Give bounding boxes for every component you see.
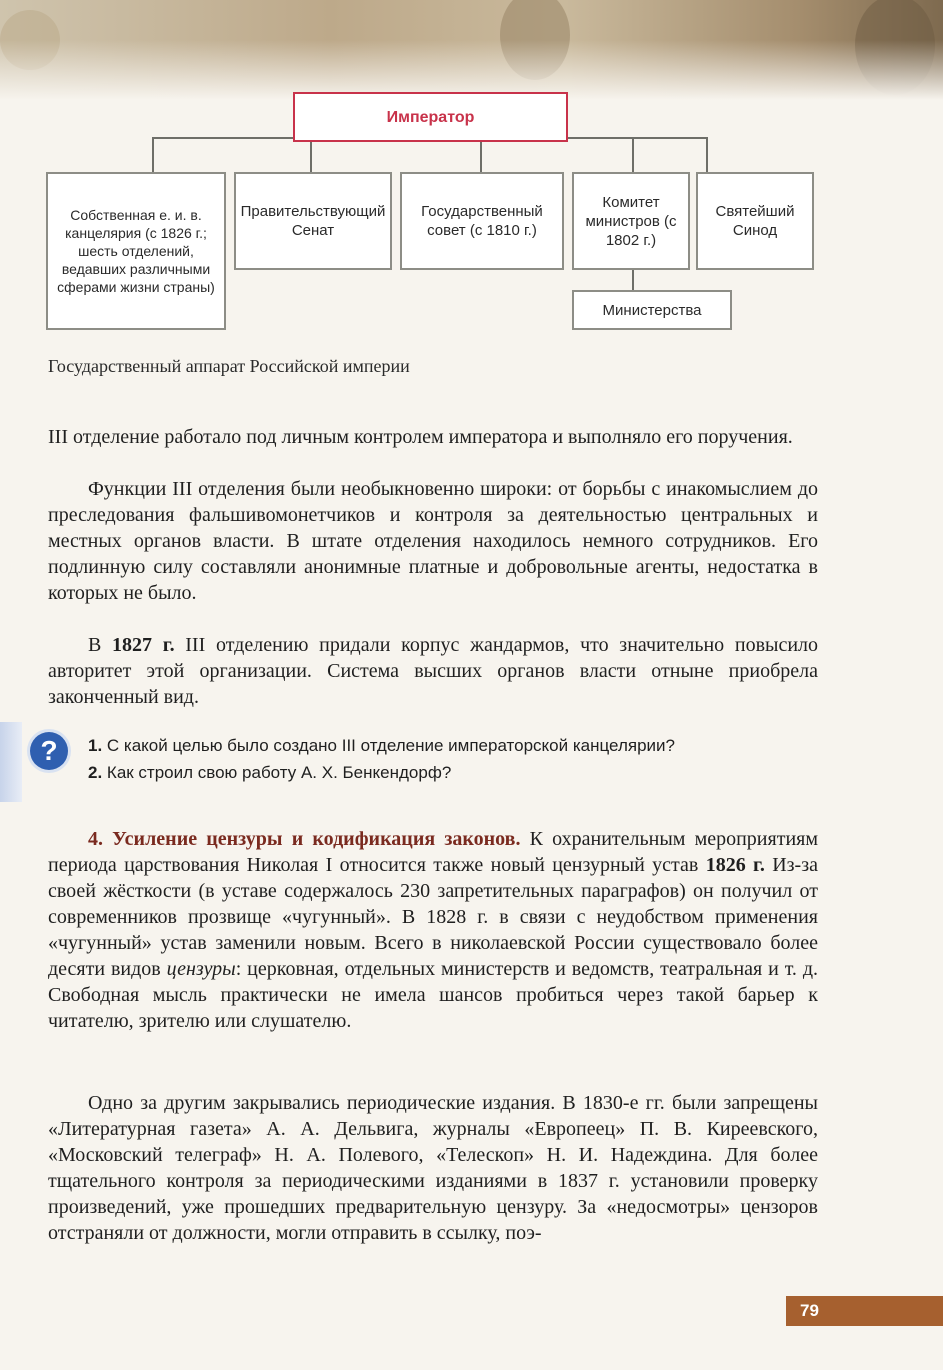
paragraph: Функции III отделения были необыкновенно широки: от борьбы с инакомыслием до преследования фальшивомонетчиков и контроля за деятельностью центральных и местных органов власти. В штате отделения находилось немного сотрудников. Его подлинную силу составляли анонимные платные и добровольные агенты, недостатка в которых не было. <box>48 478 818 604</box>
figure-caption: Государственный аппарат Российской империи <box>48 356 410 376</box>
paragraph: Одно за другим закрывались периодические издания. В 1830-е гг. были запрещены «Литературная газета» А. А. Дельвига, журналы «Европеец» П. В. Киреевского, «Московский телеграф» Н. А. Полевого, «Телескоп» Н. И. Надеждина. Для более тщательного контроля за периодическими изданиями в 1837 г. установили проверку произведений, уже прошедших предварительную цензуру. За «недосмотры» цензоров отстраняли от должности, могли отправить в ссылку, поэ- <box>48 1092 818 1244</box>
holy-synod-box: Святейший Синод <box>696 172 814 270</box>
emperor-box: Император <box>293 92 568 142</box>
term-highlight: цензуры <box>166 958 236 980</box>
section-heading: 4. Усиление цензуры и кодификация законов. <box>88 828 521 850</box>
committee-of-ministers-box: Комитет министров (с 1802 г.) <box>572 172 690 270</box>
state-council-box: Государственный совет (с 1810 г.) <box>400 172 564 270</box>
review-questions <box>88 734 828 784</box>
question-band <box>0 722 22 802</box>
paragraph: 4. Усиление цензуры и кодификация законов. К охранительным мероприятиям периода царствования Николая I относится также новый цензурный устав 1826 г. Из-за своей жёсткости (в уставе содержалось 230 запретительных параграфов) он получил от современников прозвище «чугунный». В 1828 г. в связи с неудобством применения «чугунный» устав заменили новым. Всего в николаевской России существовало более десяти видов цензуры: церковная, отдельных министерств и ведомств, театральная и т. д. Свободная мысль практически не имела шансов пробиться через такой барьер к читателю, зрителю или слушателю. <box>48 828 819 1032</box>
year-highlight: 1826 г. <box>705 854 765 876</box>
year-highlight: 1827 г. <box>112 634 175 656</box>
state-apparatus-diagram <box>0 0 943 340</box>
ministries-box: Министерства <box>572 290 732 330</box>
paragraph: В 1827 г. III отделению придали корпус жандармов, что значительно повысило авторитет этой организации. Система высших органов власти отныне приобрела законченный вид. <box>48 634 819 708</box>
chancellery-box: Собственная е. и. в. канцелярия (с 1826 г.; шесть отделений, ведавших различными сферами жизни страны) <box>46 172 226 330</box>
question-item: 2. Как строил свою работу А. Х. Бенкендорф? <box>88 763 452 782</box>
question-icon: ? <box>30 732 68 770</box>
paragraph: III отделение работало под личным контролем императора и выполняло его поручения. <box>48 426 793 448</box>
question-item: 1. С какой целью было создано III отделение императорской канцелярии? <box>88 736 675 755</box>
page-number: 79 <box>786 1296 943 1326</box>
senate-box: Правительствующий Сенат <box>234 172 392 270</box>
